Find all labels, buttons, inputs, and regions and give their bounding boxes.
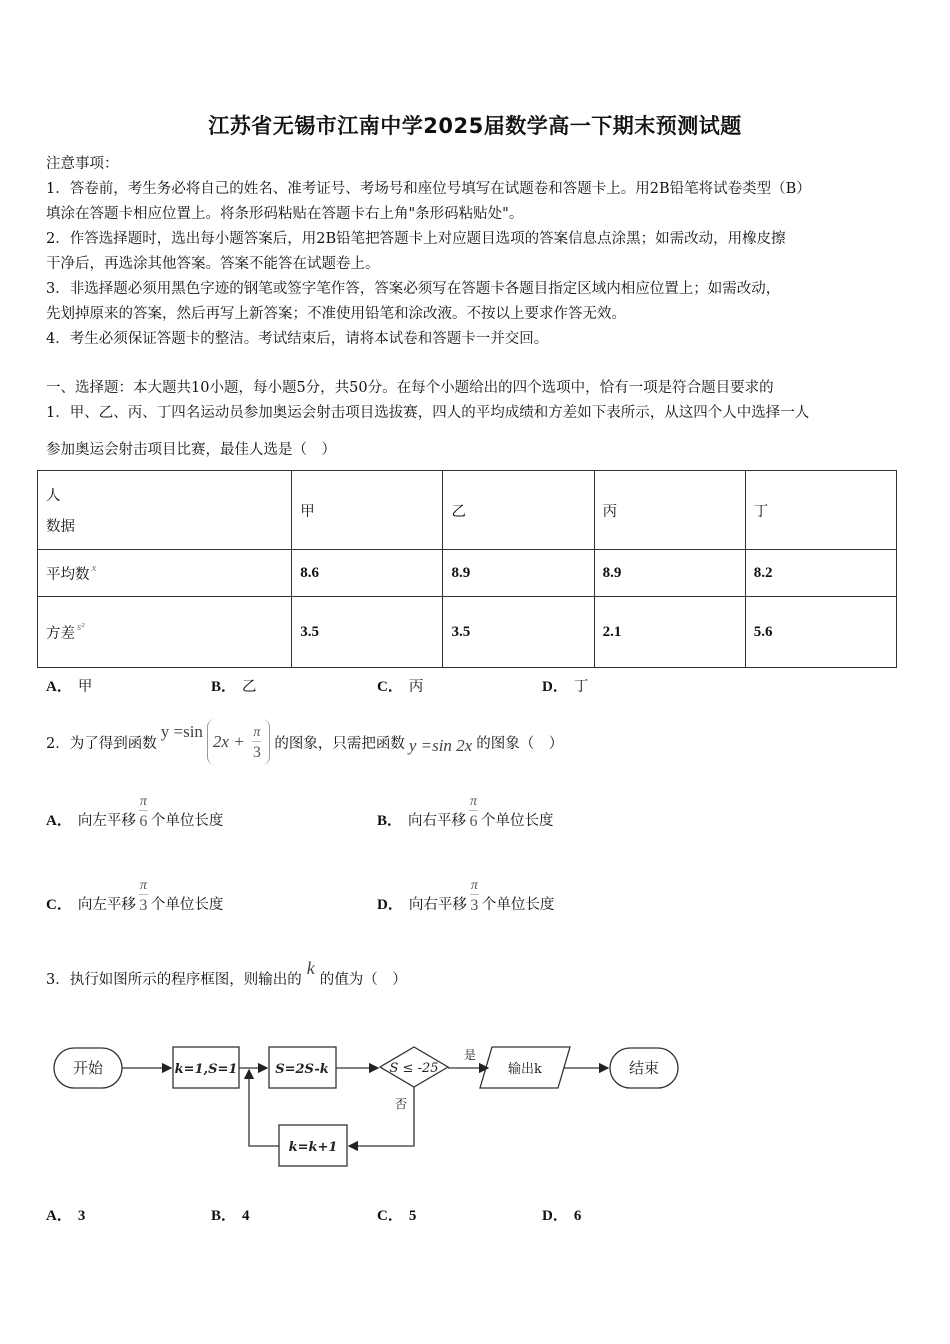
option-d: D． 丁 xyxy=(542,679,589,695)
row-label: 方差 xyxy=(46,626,75,642)
notice-line: 2．作答选择题时，选出每小题答案后，用2B铅笔把答题卡上对应题目选项的答案信息点涂黑；如需改动，用橡皮擦 xyxy=(46,231,786,247)
table-cell: 8.9 xyxy=(594,550,745,597)
column-header: 甲 xyxy=(292,471,443,550)
output-label: 输出k xyxy=(508,1062,542,1077)
variance-symbol: s² xyxy=(77,621,85,633)
option-b: B． 向右平移 $\frac{\pi}{6}$ 个单位长度 xyxy=(377,794,554,830)
table-cell: 5.6 xyxy=(745,597,896,668)
column-header: 乙 xyxy=(443,471,594,550)
question-3-text: 3．执行如图所示的程序框图，则输出的 k 的值为（ ） xyxy=(46,958,407,988)
mean-symbol: x xyxy=(91,562,97,574)
variable-k: k xyxy=(306,958,315,978)
function-argument: 2x + $\frac{\pi}{3}$ xyxy=(207,719,270,765)
question-1-text: 参加奥运会射击项目比赛，最佳人选是（ ） xyxy=(46,442,336,458)
increment-label: k=k+1 xyxy=(288,1140,338,1155)
row-label: 平均数 xyxy=(46,567,90,583)
notice-line: 干净后，再选涂其他答案。答案不能答在试题卷上。 xyxy=(46,256,380,272)
table-cell: 3.5 xyxy=(443,597,594,668)
table-cell: 8.6 xyxy=(292,550,443,597)
corner-bottom-label: 数据 xyxy=(46,519,75,535)
notice-line: 先划掉原来的答案，然后再写上新答案；不准使用铅笔和涂改液。不按以上要求作答无效。 xyxy=(46,306,626,322)
table-cell: 8.9 xyxy=(443,550,594,597)
option-d: D． 6 xyxy=(542,1208,582,1224)
notice-line: 填涂在答题卡相应位置上。将条形码粘贴在答题卡右上角"条形码粘贴处"。 xyxy=(46,206,524,222)
notice-heading: 注意事项： xyxy=(46,156,119,172)
no-label: 否 xyxy=(394,1097,408,1111)
column-header: 丙 xyxy=(594,471,745,550)
table-cell: 2.1 xyxy=(594,597,745,668)
table-cell: 3.5 xyxy=(292,597,443,668)
question-1-text: 1．甲、乙、丙、丁四名运动员参加奥运会射击项目选拔赛，四人的平均成绩和方差如下表所示，从这四个人中选择一人 xyxy=(46,405,810,421)
start-label: 开始 xyxy=(72,1059,104,1077)
option-a: A． 甲 xyxy=(46,679,93,695)
init-label: k=1,S=1 xyxy=(174,1062,238,1077)
notice-line: 4．考生必须保证答题卡的整洁。考试结束后，请将本试卷和答题卡一并交回。 xyxy=(46,331,549,347)
option-c: C． 5 xyxy=(377,1208,417,1224)
document-title: 江苏省无锡市江南中学2025届数学高一下期末预测试题 xyxy=(208,114,742,138)
option-d: D． 向右平移 $\frac{\pi}{3}$ 个单位长度 xyxy=(377,878,555,914)
end-label: 结束 xyxy=(628,1059,660,1077)
function-lhs: y =sin xyxy=(160,722,203,741)
option-b: B． 4 xyxy=(211,1208,250,1224)
option-a: A． 向左平移 $\frac{\pi}{6}$ 个单位长度 xyxy=(46,794,224,830)
notice-line: 3．非选择题必须用黑色字迹的钢笔或签字笔作答，答案必须写在答题卡各题目指定区域内相应位置上；如需改动， xyxy=(46,281,781,297)
yes-label: 是 xyxy=(463,1048,477,1062)
option-a: A． 3 xyxy=(46,1208,86,1224)
option-c: C． 向左平移 $\frac{\pi}{3}$ 个单位长度 xyxy=(46,878,224,914)
question-2-text: 2．为了得到函数 y =sin 2x + $\frac{\pi}{3}$ 的图象，只需把函数 y =sin 2x 的图象（ ） xyxy=(46,712,563,772)
section-heading: 一、选择题：本大题共10小题，每小题5分，共50分。在每个小题给出的四个选项中，恰有一项是符合题目要求的 xyxy=(46,380,774,396)
option-b: B． 乙 xyxy=(211,679,257,695)
notice-line: 1．答卷前，考生务必将自己的姓名、准考证号、考场号和座位号填写在试题卷和答题卡上。用2B铅笔将试卷类型（B） xyxy=(46,181,811,197)
column-header: 丁 xyxy=(745,471,896,550)
corner-top-label: 人 xyxy=(46,488,61,504)
process-label: S=2S-k xyxy=(275,1062,329,1077)
function-sin2x: y =sin 2x xyxy=(408,736,473,755)
condition-label: S ≤ -25 xyxy=(389,1061,439,1076)
table-cell: 8.2 xyxy=(745,550,896,597)
option-c: C． 丙 xyxy=(377,679,424,695)
pi-over-3-fraction: $\frac{\pi}{3}$ xyxy=(252,724,261,761)
